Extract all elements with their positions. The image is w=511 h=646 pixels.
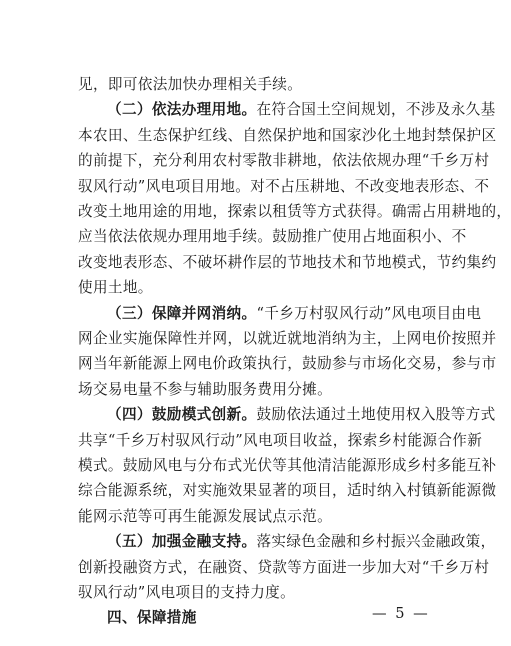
paragraph-text: 综合能源系统，对实施效果显著的项目，适时纳入村镇新能源微: [78, 482, 497, 500]
paragraph-line: [78, 507, 422, 527]
paragraph-line: [78, 431, 483, 451]
paragraph-line: [78, 227, 467, 247]
paragraph-text: “千乡万村驭风行动”风电项目由电: [256, 304, 482, 322]
paragraph-text: 使用土地。: [78, 279, 153, 297]
paragraph-text: 创新投融资方式，在融资、贷款等方面进一步加大对“千乡万村: [78, 558, 490, 576]
paragraph-text: 鼓励依法通过土地使用权入股等方式: [256, 406, 496, 424]
paragraph-line: [107, 405, 496, 425]
paragraph-text: 驭风行动”风电项目的支持力度。: [78, 584, 296, 601]
paragraph-text: 见，即可依法加快办理相关手续。: [78, 76, 303, 93]
paragraph-text: 改变地表形态、不破坏耕作层的节地技术和节地模式，节约集约: [78, 253, 497, 271]
subsection-heading: （五）加强金融支持。: [107, 533, 257, 551]
paragraph-line: [78, 329, 497, 349]
paragraph-line: [78, 380, 422, 400]
paragraph-line: [78, 151, 490, 171]
paragraph-line: [78, 177, 490, 197]
page-number: — 5 —: [372, 605, 430, 622]
paragraph-text: 在符合国土空间规划，不涉及永久基: [256, 101, 496, 119]
subsection-heading: （二）依法办理用地。: [107, 101, 257, 119]
paragraph-text: 驭风行动”风电项目用地。对不占压耕地、不改变地表形态、不: [78, 177, 490, 195]
paragraph-line: [107, 304, 482, 324]
section-heading: 四、保障措施: [107, 609, 197, 627]
paragraph-text: 共享“千乡万村驭风行动”风电项目收益，探索乡村能源合作新: [78, 431, 483, 449]
paragraph-text: 场交易电量不参与辅助服务费用分摊。: [78, 380, 333, 398]
paragraph-text: 改变土地用途的用地，探索以租赁等方式获得。确需占用耕地的，: [78, 203, 511, 220]
paragraph-line: [78, 558, 490, 578]
paragraph-line: [78, 354, 497, 374]
subsection-heading: （三）保障并网消纳。: [107, 304, 257, 322]
paragraph-line: [78, 583, 422, 603]
paragraph-line: [78, 202, 511, 222]
paragraph-line: [78, 253, 497, 273]
paragraph-text: 能网示范等可再生能源发展试点示范。: [78, 507, 333, 525]
paragraph-text: 应当依法依规办理用地手续。鼓励推广使用占地面积小、不: [78, 228, 467, 246]
paragraph-text: 网企业实施保障性并网，以就近就地消纳为主，上网电价按照并: [78, 330, 497, 347]
paragraph-line: [78, 456, 497, 476]
paragraph-text: 落实绿色金融和乡村振兴金融政策，: [256, 533, 496, 551]
paragraph-text: 的前提下，充分利用农村零散非耕地，依法依规办理“千乡万村: [78, 152, 490, 170]
paragraph-text: 本农田、生态保护红线、自然保护地和国家沙化土地封禁保护区: [78, 126, 497, 144]
paragraph-line: [107, 532, 496, 552]
paragraph-line: [78, 75, 422, 95]
paragraph-line: [78, 126, 497, 146]
paragraph-line: [107, 100, 496, 120]
paragraph-line: [78, 481, 497, 501]
paragraph-line: [78, 278, 422, 298]
paragraph-text: 模式。鼓励风电与分布式光伏等其他清洁能源形成乡村多能互补: [78, 457, 497, 474]
subsection-heading: （四）鼓励模式创新。: [107, 406, 257, 424]
paragraph-text: 网当年新能源上网电价政策执行，鼓励参与市场化交易，参与市: [78, 355, 497, 373]
